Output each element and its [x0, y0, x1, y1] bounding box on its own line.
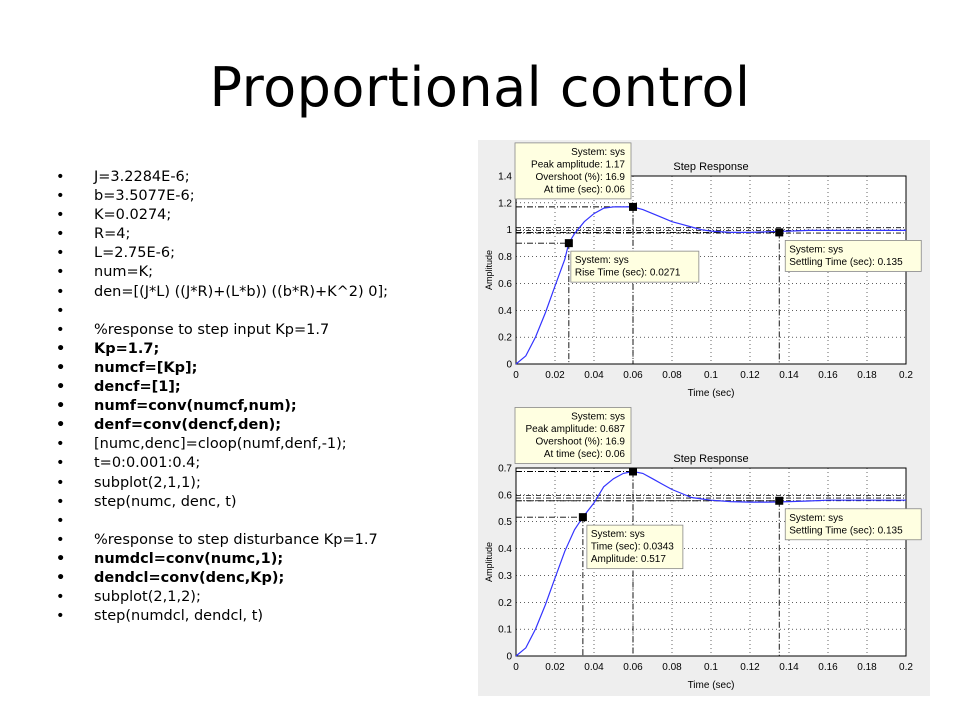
code-line [56, 512, 388, 531]
code-line [56, 588, 388, 607]
bullet-icon: • [56, 417, 66, 434]
datatip-text: Amplitude: 0.517 [590, 554, 666, 566]
code-line [56, 263, 388, 282]
code-text: J=3.2284E-6; [94, 169, 190, 185]
x-tick-label: 0.12 [740, 662, 760, 673]
code-listing [56, 168, 388, 626]
step-response-chart [484, 143, 921, 399]
x-tick-label: 0.2 [899, 662, 913, 673]
x-tick-label: 0 [513, 370, 519, 381]
x-tick-label: 0 [513, 662, 519, 673]
y-tick-label: 1.4 [498, 171, 512, 183]
datatip-text: At time (sec): 0.06 [543, 448, 625, 460]
y-tick-label: 0.4 [498, 544, 512, 556]
code-text: R=4; [94, 226, 131, 243]
y-axis-label: Amplitude [484, 541, 494, 583]
code-line [56, 435, 388, 454]
code-line [56, 531, 388, 550]
bullet-icon: • [56, 169, 65, 185]
code-text: step(numc, denc, t) [94, 493, 237, 510]
x-tick-label: 0.16 [818, 662, 838, 673]
code-line [56, 283, 388, 302]
bullet-icon: • [56, 436, 65, 453]
datatip-text: Peak amplitude: 1.17 [531, 159, 625, 171]
chart-title: Step Response [673, 161, 749, 173]
bullet-icon: • [56, 398, 66, 415]
bullet-icon: • [56, 589, 65, 606]
x-tick-label: 0.18 [857, 662, 877, 673]
datatip-text: System: sys [571, 146, 625, 158]
bullet-icon: • [56, 321, 65, 338]
y-tick-label: 1.2 [498, 198, 512, 210]
bullet-icon: • [56, 245, 65, 262]
y-tick-label: 0.5 [498, 517, 512, 529]
bullet-icon: • [56, 455, 65, 472]
x-tick-label: 0.1 [704, 662, 718, 673]
code-line [56, 397, 388, 416]
data-marker [629, 467, 637, 475]
code-line [56, 244, 388, 263]
matlab-figure [478, 140, 930, 696]
datatip-text: System: sys [590, 529, 645, 541]
code-text: den=[(J*L) ((J*R)+(L*b)) ((b*R)+K^2) 0]; [94, 283, 389, 300]
x-tick-label: 0.08 [662, 370, 682, 381]
x-tick-label: 0.06 [623, 662, 643, 673]
y-tick-label: 0.6 [498, 278, 512, 290]
bullet-icon: • [56, 226, 65, 243]
code-line [56, 187, 388, 206]
bullet-icon: • [56, 474, 65, 491]
x-tick-label: 0.02 [545, 662, 565, 673]
code-line [56, 416, 388, 435]
code-line [56, 359, 388, 378]
y-tick-label: 0.3 [498, 570, 512, 582]
code-text: %response to step disturbance Kp=1.7 [94, 531, 378, 548]
bullet-icon: • [56, 283, 65, 300]
y-tick-label: 0.2 [498, 597, 512, 609]
x-axis-label: Time (sec) [687, 680, 735, 691]
x-tick-label: 0.08 [662, 662, 682, 673]
datatip-text: Peak amplitude: 0.687 [525, 423, 625, 435]
step-response-chart [484, 407, 921, 691]
code-text: subplot(2,1,2); [94, 589, 201, 606]
y-tick-label: 0 [506, 359, 512, 371]
x-axis-label: Time (sec) [687, 388, 735, 399]
code-text: num=K; [94, 264, 154, 281]
code-text: step(numdcl, dendcl, t) [94, 608, 264, 625]
bullet-icon: • [56, 531, 65, 548]
bullet-icon: • [56, 340, 66, 357]
slide-title: Proportional control [209, 56, 751, 119]
datatip-text: System: sys [789, 244, 844, 256]
code-text: dendcl=conv(denc,Kp); [94, 569, 285, 586]
datatip-text: System: sys [574, 255, 629, 267]
y-tick-label: 0.8 [498, 252, 512, 264]
y-tick-label: 0.2 [498, 332, 512, 344]
code-line [56, 607, 388, 626]
x-tick-label: 0.14 [779, 370, 799, 381]
bullet-icon: • [56, 359, 66, 376]
code-line [56, 321, 388, 340]
code-text: numf=conv(numcf,num); [94, 398, 297, 415]
datatip-text: System: sys [789, 512, 844, 524]
x-tick-label: 0.16 [818, 370, 838, 381]
bullet-icon: • [56, 512, 65, 529]
y-tick-label: 0.7 [498, 463, 512, 475]
code-text: [numc,denc]=cloop(numf,denf,-1); [94, 436, 347, 453]
datatip-text: Settling Time (sec): 0.135 [789, 525, 903, 537]
x-tick-label: 0.02 [545, 370, 565, 381]
data-marker [629, 203, 637, 211]
bullet-icon: • [56, 379, 66, 396]
code-line [56, 340, 388, 359]
x-tick-label: 0.18 [857, 370, 877, 381]
y-axis-label: Amplitude [484, 249, 494, 291]
bullet-icon: • [56, 207, 65, 224]
x-tick-label: 0.2 [899, 370, 913, 381]
code-text: dencf=[1]; [94, 379, 181, 396]
datatip-text: Overshoot (%): 16.9 [535, 436, 625, 448]
data-marker [775, 497, 783, 505]
bullet-icon: • [56, 188, 65, 205]
x-tick-label: 0.04 [584, 370, 604, 381]
code-line [56, 474, 388, 493]
datatip-text: Rise Time (sec): 0.0271 [574, 267, 681, 279]
datatip-text: Time (sec): 0.0343 [590, 541, 674, 553]
code-text: t=0:0.001:0.4; [94, 455, 201, 472]
bullet-icon: • [56, 550, 66, 567]
code-line [56, 206, 388, 225]
y-tick-label: 0.4 [498, 305, 512, 317]
code-line [56, 550, 388, 569]
code-text: subplot(2,1,1); [94, 474, 201, 491]
step-response-plots [478, 140, 930, 696]
code-text: K=0.0274; [94, 207, 172, 224]
x-tick-label: 0.1 [704, 370, 718, 381]
x-tick-label: 0.04 [584, 662, 604, 673]
code-text: %response to step input Kp=1.7 [94, 321, 330, 338]
bullet-icon: • [56, 608, 65, 625]
bullet-icon: • [56, 302, 65, 319]
y-tick-label: 0.6 [498, 490, 512, 502]
datatip-text: System: sys [571, 411, 625, 423]
code-text: numcf=[Kp]; [94, 359, 198, 376]
code-line [56, 302, 388, 321]
code-text: Kp=1.7; [94, 340, 160, 357]
data-marker [775, 228, 783, 236]
code-line [56, 454, 388, 473]
datatip-text: Overshoot (%): 16.9 [535, 171, 625, 183]
y-tick-label: 0.1 [498, 624, 512, 636]
y-tick-label: 0 [506, 651, 512, 663]
code-text: denf=conv(dencf,den); [94, 417, 282, 434]
x-tick-label: 0.14 [779, 662, 799, 673]
bullet-icon: • [56, 264, 65, 281]
code-line [56, 569, 388, 588]
code-line [56, 493, 388, 512]
bullet-icon: • [56, 569, 66, 586]
chart-title: Step Response [673, 453, 749, 465]
code-line [56, 225, 388, 244]
code-text: L=2.75E-6; [94, 245, 176, 262]
code-text: numdcl=conv(numc,1); [94, 550, 284, 567]
code-line [56, 168, 388, 187]
bullet-icon: • [56, 493, 65, 510]
y-tick-label: 1 [506, 225, 512, 237]
data-marker [579, 513, 587, 521]
code-line [56, 378, 388, 397]
data-marker [565, 239, 573, 247]
code-text: b=3.5077E-6; [94, 188, 195, 205]
x-tick-label: 0.06 [623, 370, 643, 381]
x-tick-label: 0.12 [740, 370, 760, 381]
datatip-text: Settling Time (sec): 0.135 [789, 256, 903, 268]
datatip-text: At time (sec): 0.06 [543, 184, 625, 196]
